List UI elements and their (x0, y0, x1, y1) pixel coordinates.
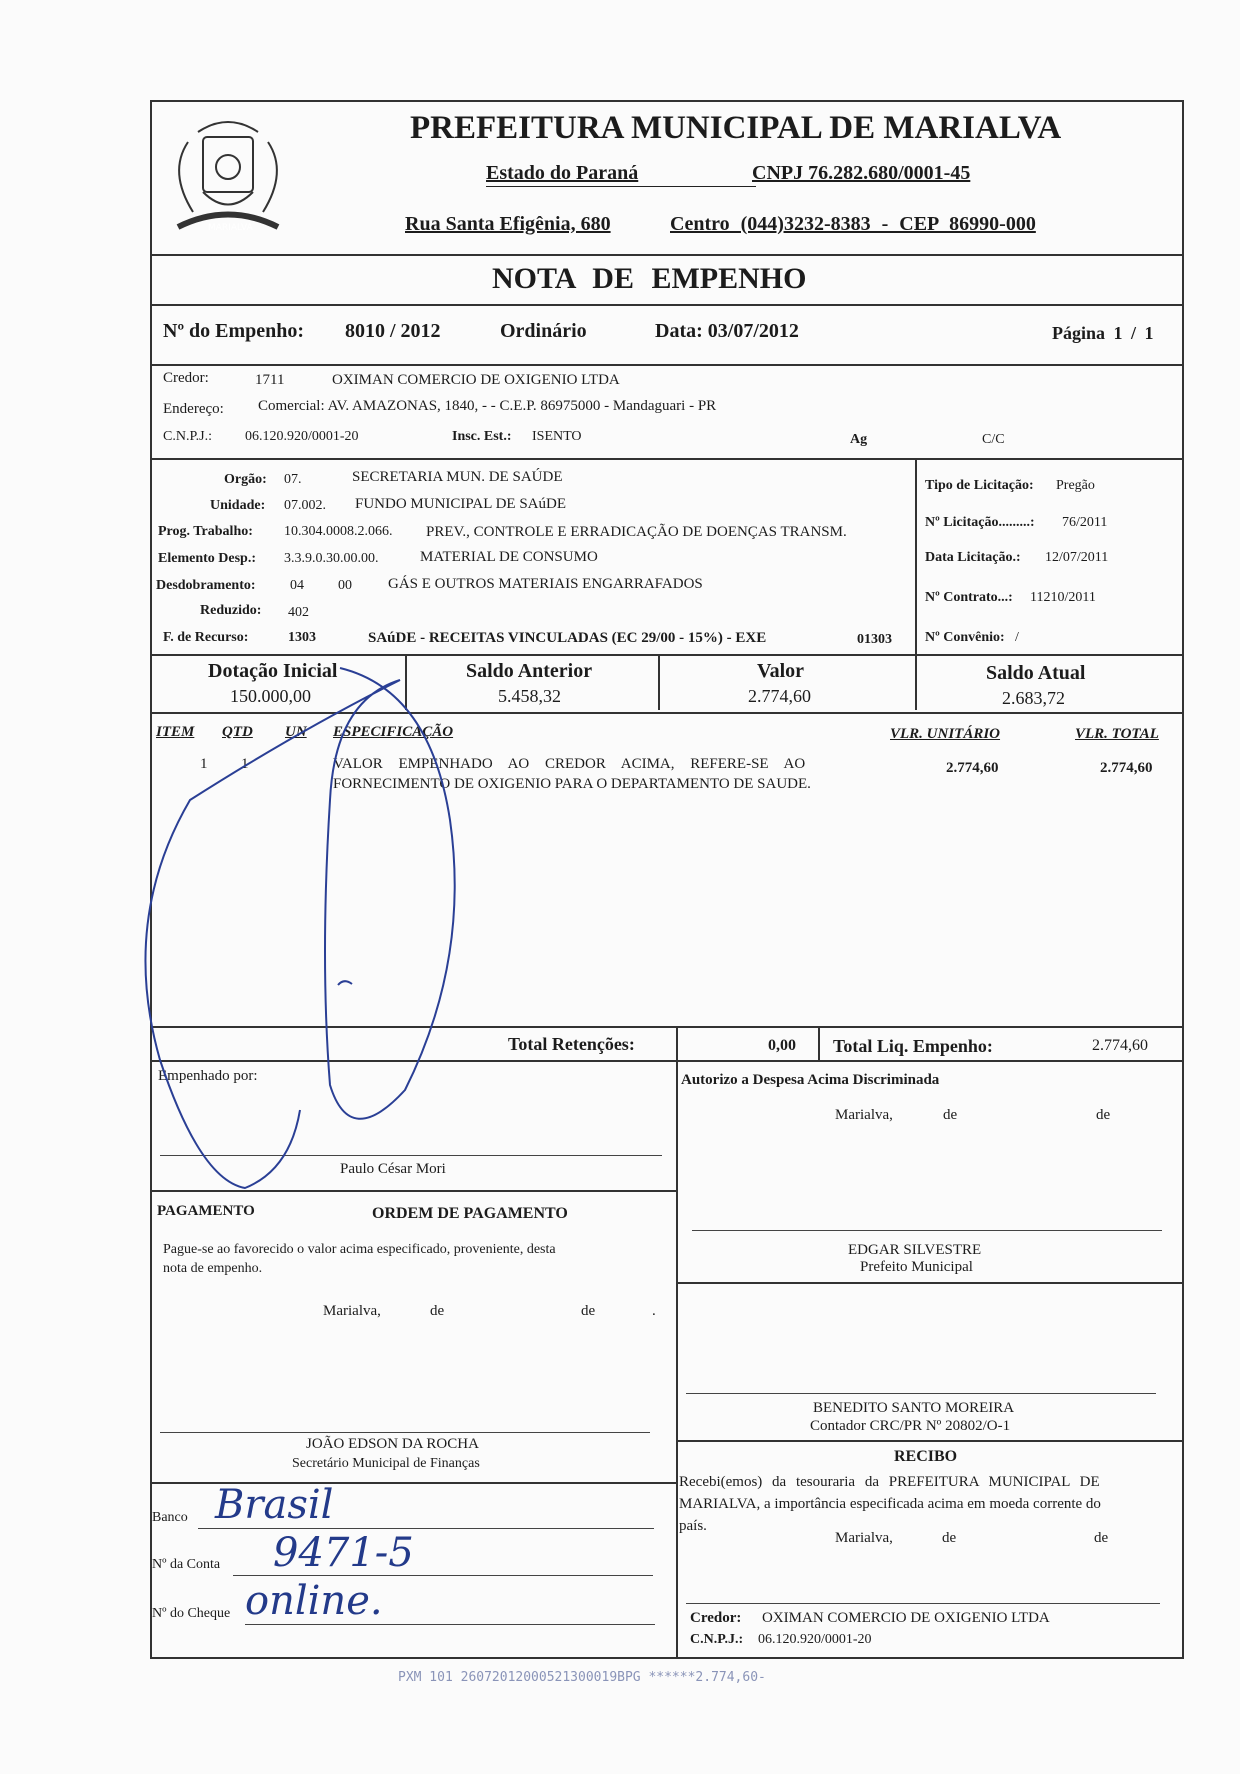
empenho-type: Ordinário (500, 320, 587, 342)
pag-place: Marialva, (323, 1303, 381, 1319)
secretario-role: Secretário Municipal de Finanças (292, 1456, 480, 1471)
desdobramento-code1: 04 (290, 578, 304, 593)
valor-value: 2.774,60 (748, 686, 811, 706)
recibo-text-3: país. (679, 1518, 707, 1534)
orgao-name: SECRETARIA MUN. DE SAÚDE (352, 469, 563, 485)
conta-handwritten: 9471-5 (273, 1530, 414, 1576)
recibo-de-1: de (942, 1530, 957, 1546)
row-item: 1 (200, 756, 208, 772)
credor-name: OXIMAN COMERCIO DE OXIGENIO LTDA (332, 372, 620, 388)
dotacao-label: Dotação Inicial (208, 660, 338, 682)
recurso-code2: 01303 (857, 632, 892, 647)
dotacao-value: 150.000,00 (230, 686, 311, 706)
tipo-licitacao: Pregão (1056, 478, 1095, 493)
conta-label: Nº da Conta (152, 1557, 221, 1572)
recibo-cnpj: 06.120.920/0001-20 (758, 1632, 872, 1647)
credor-insc: ISENTO (532, 429, 582, 444)
row-valor-total: 2.774,60 (1100, 760, 1153, 776)
recibo-credor-label: Credor: (690, 1610, 742, 1626)
desdobramento-label: Desdobramento: (156, 578, 256, 593)
recibo-place: Marialva, (835, 1530, 893, 1546)
orgao-code: 07. (284, 472, 302, 487)
col-valor-total: VLR. TOTAL (1075, 726, 1159, 742)
saldo-anterior-value: 5.458,32 (498, 686, 561, 706)
ordem-text-2: nota de empenho. (163, 1261, 263, 1276)
tipo-licitacao-label: Tipo de Licitação: (925, 478, 1034, 493)
header-title: PREFEITURA MUNICIPAL DE MARIALVA (410, 110, 1062, 146)
col-un: UN (285, 724, 307, 740)
credor-label: Credor: (163, 370, 209, 386)
prog-label: Prog. Trabalho: (158, 524, 253, 539)
empenho-number-label: Nº do Empenho: (163, 320, 305, 342)
desdobramento-name: GÁS E OUTROS MATERIAIS ENGARRAFADOS (388, 576, 703, 592)
recibo-cnpj-label: C.N.P.J.: (690, 1632, 744, 1647)
licitacao-number: 76/2011 (1062, 515, 1108, 530)
saldo-atual-value: 2.683,72 (1002, 688, 1065, 708)
contrato-number: 11210/2011 (1030, 590, 1096, 605)
valor-label: Valor (757, 660, 805, 682)
unidade-label: Unidade: (210, 498, 266, 513)
licitacao-number-label: Nº Licitação.........: (925, 515, 1035, 530)
empenhado-por-name: Paulo César Mori (340, 1161, 446, 1177)
convenio-number: / (1015, 630, 1019, 645)
row-desc-line2: FORNECIMENTO DE OXIGENIO PARA O DEPARTAMENTO DE SAUDE. (333, 776, 811, 792)
credor-address-label: Endereço: (163, 401, 224, 417)
row-desc-line1: VALOR EMPENHADO AO CREDOR ACIMA, REFERE-SE AO (333, 756, 806, 772)
retencoes-value: 0,00 (768, 1037, 796, 1054)
doc-title: NOTA DE EMPENHO (492, 262, 807, 295)
recibo-credor-name: OXIMAN COMERCIO DE OXIGENIO LTDA (762, 1610, 1050, 1626)
prefeito-name: EDGAR SILVESTRE (848, 1242, 982, 1258)
col-item: ITEM (156, 724, 195, 740)
recurso-name: SAúDE - RECEITAS VINCULADAS (EC 29/00 - 15%) - EXE (368, 630, 767, 646)
empenhado-por-label: Empenhado por: (158, 1068, 258, 1084)
credor-cnpj: 06.120.920/0001-20 (245, 429, 359, 444)
reduzido-label: Reduzido: (200, 603, 262, 618)
col-valor-unitario: VLR. UNITÁRIO (890, 726, 1001, 742)
prog-name: PREV., CONTROLE E ERRADICAÇÃO DE DOENÇAS TRANSM. (426, 524, 847, 540)
pagamento-label: PAGAMENTO (157, 1203, 255, 1219)
reduzido-code: 402 (288, 605, 309, 620)
elemento-name: MATERIAL DE CONSUMO (420, 549, 598, 565)
credor-insc-label: Insc. Est.: (452, 429, 512, 444)
recibo-text-1: Recebi(emos) da tesouraria da PREFEITURA MUNICIPAL DE (679, 1474, 1100, 1490)
convenio-label: Nº Convênio: (925, 630, 1005, 645)
contador-role: Contador CRC/PR Nº 20802/O-1 (810, 1418, 1011, 1434)
banco-handwritten: Brasil (215, 1482, 334, 1528)
autorizo-de-2: de (1096, 1107, 1111, 1123)
prefeito-role: Prefeito Municipal (860, 1259, 973, 1275)
recibo-de-2: de (1094, 1530, 1109, 1546)
prog-code: 10.304.0008.2.066. (284, 524, 393, 539)
pag-de-1: de (430, 1303, 445, 1319)
pag-de-2: de (581, 1303, 596, 1319)
autorizo-label: Autorizo a Despesa Acima Discriminada (681, 1072, 940, 1088)
header-state: Estado do Paraná (486, 162, 639, 184)
saldo-atual-label: Saldo Atual (986, 662, 1086, 684)
cheque-handwritten: online. (245, 1578, 383, 1624)
total-liq-value: 2.774,60 (1092, 1037, 1148, 1054)
cheque-label: Nº do Cheque (152, 1606, 231, 1621)
banco-label: Banco (152, 1510, 188, 1525)
recibo-text-2: MARIALVA, a importância especificada acima em moeda corrente do (679, 1496, 1101, 1512)
credor-address: Comercial: AV. AMAZONAS, 1840, - - C.E.P. 86975000 - Mandaguari - PR (258, 398, 717, 414)
saldo-anterior-label: Saldo Anterior (466, 660, 593, 682)
empenho-date: Data: 03/07/2012 (655, 320, 799, 342)
recibo-title: RECIBO (894, 1448, 958, 1465)
row-qtd: 1 (241, 756, 249, 772)
licitacao-date-label: Data Licitação.: (925, 550, 1021, 565)
autorizo-de-1: de (943, 1107, 958, 1123)
credor-cnpj-label: C.N.P.J.: (163, 429, 213, 444)
account-label: C/C (982, 432, 1005, 447)
autorizo-place: Marialva, (835, 1107, 893, 1123)
col-especificacao: ESPECIFICAÇÃO (333, 724, 454, 740)
contrato-label: Nº Contrato...: (925, 590, 1013, 605)
row-valor-unitario: 2.774,60 (946, 760, 999, 776)
unidade-name: FUNDO MUNICIPAL DE SAúDE (355, 496, 566, 512)
recurso-code: 1303 (288, 630, 316, 645)
col-qtd: QTD (222, 724, 253, 740)
elemento-code: 3.3.9.0.30.00.00. (284, 551, 379, 566)
recurso-label: F. de Recurso: (163, 630, 249, 645)
crest-text: MARIALVA (208, 223, 253, 233)
print-code: PXM 101 26072012000521300019BPG ******2.774,60- (398, 1670, 766, 1685)
agency-label: Ag (850, 432, 868, 447)
header-cnpj: CNPJ 76.282.680/0001-45 (752, 162, 971, 184)
licitacao-date: 12/07/2011 (1045, 550, 1109, 565)
contador-name: BENEDITO SANTO MOREIRA (813, 1400, 1015, 1416)
orgao-label: Orgão: (224, 472, 267, 487)
ordem-pagamento-label: ORDEM DE PAGAMENTO (372, 1205, 568, 1222)
empenho-number: 8010 / 2012 (345, 320, 441, 342)
header-address2: Centro (044)3232-8383 - CEP 86990-000 (670, 213, 1036, 235)
desdobramento-code2: 00 (338, 578, 352, 593)
unidade-code: 07.002. (284, 498, 326, 513)
header-address: Rua Santa Efigênia, 680 (405, 213, 611, 235)
ordem-text-1: Pague-se ao favorecido o valor acima especificado, proveniente, desta (163, 1242, 556, 1257)
secretario-name: JOÃO EDSON DA ROCHA (306, 1436, 479, 1452)
retencoes-label: Total Retenções: (508, 1034, 635, 1054)
elemento-label: Elemento Desp.: (158, 551, 256, 566)
page-number: Página 1 / 1 (1052, 323, 1154, 343)
total-liq-label: Total Liq. Empenho: (833, 1036, 993, 1056)
credor-code: 1711 (255, 372, 285, 388)
